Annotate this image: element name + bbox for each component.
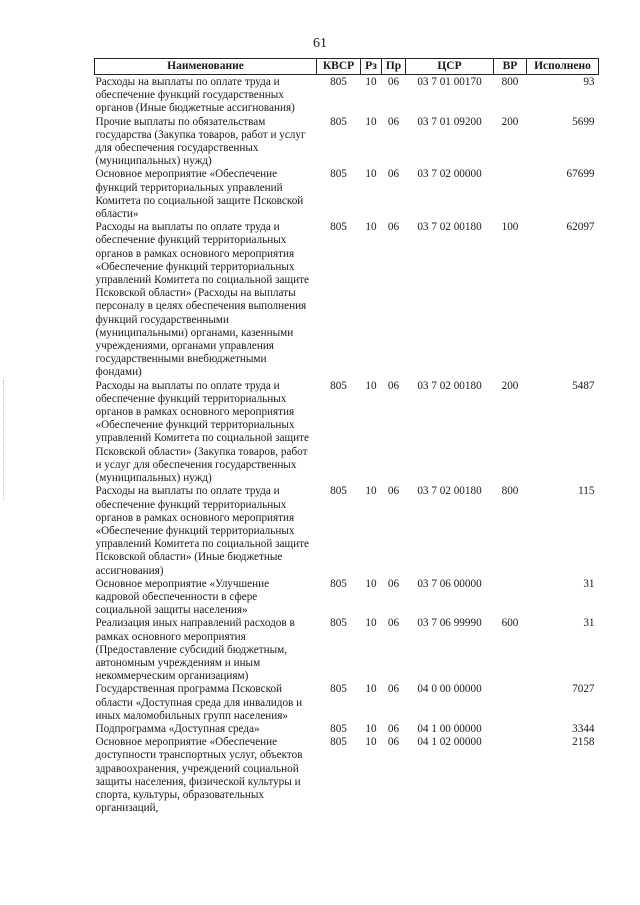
row-kvsr: 805 <box>330 115 347 128</box>
table-row <box>95 380 599 486</box>
row-name: Основное мероприятие «Обеспечение функций территориальных управлений Комитета по социальной защите Псковской области» <box>95 168 304 221</box>
row-rz: 10 <box>365 617 377 630</box>
row-name: Реализация иных направлений расходов в рамках основного мероприятия (Предоставление субсидий бюджетным, автономным учреждениям и иным некоммерческим организациям) <box>95 617 295 683</box>
header-pr: Пр <box>382 59 406 75</box>
row-csr: 03 7 02 00000 <box>417 168 482 181</box>
row-csr: 04 1 00 00000 <box>417 722 482 735</box>
row-pr: 06 <box>387 577 400 590</box>
row-kvsr: 805 <box>330 683 347 696</box>
row-pr: 06 <box>387 485 400 498</box>
row-rz: 10 <box>365 115 377 128</box>
row-executed: 2158 <box>572 736 595 749</box>
table-row <box>95 723 599 736</box>
row-rz: 10 <box>365 379 377 392</box>
row-vr <box>494 168 527 221</box>
row-kvsr: 805 <box>330 736 347 749</box>
row-csr: 03 7 06 00000 <box>417 577 482 590</box>
row-csr: 03 7 01 09200 <box>417 115 482 128</box>
table-header <box>95 59 599 75</box>
header-name: Наименование <box>95 59 317 75</box>
table-row <box>95 485 599 577</box>
scan-edge-mark <box>3 380 5 500</box>
header-kvsr: КВСР <box>317 59 361 75</box>
row-executed: 5699 <box>572 115 595 128</box>
row-name: Расходы на выплаты по оплате труда и обеспечение функций территориальных органов в рамках основного мероприятия «Обеспечение функций территориальных управлений Комитета по социальной защите Псковской области» (Иные бюджетные ассигнования) <box>95 485 309 577</box>
row-rz: 10 <box>365 76 377 88</box>
row-csr: 03 7 02 00180 <box>417 485 482 498</box>
table-row <box>95 116 599 169</box>
row-name: Прочие выплаты по обязательствам государства (Закупка товаров, работ и услуг для обеспечения государственных (муниципальных) нужд) <box>95 115 306 168</box>
row-executed: 7027 <box>572 683 595 696</box>
table-row <box>95 617 599 683</box>
row-name: Государственная программа Псковской области «Доступная среда для инвалидов и иных маломобильных групп населения» <box>95 683 303 722</box>
row-name: Основное мероприятие «Обеспечение доступности транспортных услуг, объектов здравоохранения, учреждений социальной защиты населения, физической культуры и спорта, культуры, образовательных организаций, <box>95 736 303 815</box>
row-pr: 06 <box>387 617 400 630</box>
row-executed: 31 <box>583 617 595 630</box>
row-pr: 06 <box>387 76 400 88</box>
row-pr: 06 <box>387 683 400 696</box>
row-executed: 62097 <box>566 221 595 234</box>
row-vr: 800 <box>501 485 519 498</box>
row-csr: 03 7 01 00170 <box>417 76 482 88</box>
row-kvsr: 805 <box>330 221 347 234</box>
row-vr <box>494 723 527 736</box>
row-name: Подпрограмма «Доступная среда» <box>95 722 260 735</box>
header-vr: ВР <box>494 59 527 75</box>
row-kvsr: 805 <box>330 168 347 181</box>
row-pr: 06 <box>387 736 400 749</box>
row-csr: 04 0 00 00000 <box>417 683 482 696</box>
table-row <box>95 736 599 815</box>
row-vr: 600 <box>501 617 519 630</box>
table-row <box>95 75 599 116</box>
row-rz: 10 <box>365 722 377 735</box>
row-name: Расходы на выплаты по оплате труда и обеспечение функций территориальных органов в рамках основного мероприятия «Обеспечение функций территориальных управлений Комитета по социальной защите Псковской области» (Расходы на выплаты персоналу в целях обеспечения выполнения функций государственными (муниципальными) органами, казенными учреждениями, органами управления государственными внебюджетными фондами) <box>95 221 309 379</box>
row-name: Основное мероприятие «Улучшение кадровой обеспеченности в сфере социальной защиты населения» <box>95 577 270 617</box>
row-kvsr: 805 <box>330 617 347 630</box>
row-vr <box>494 683 527 723</box>
row-executed: 5487 <box>572 379 595 392</box>
row-executed: 115 <box>578 485 595 498</box>
header-rz: Рз <box>361 59 382 75</box>
header-csr: ЦСР <box>406 59 494 75</box>
row-kvsr: 805 <box>330 485 347 498</box>
table-row <box>95 683 599 723</box>
table-row <box>95 221 599 379</box>
row-rz: 10 <box>365 736 377 749</box>
row-pr: 06 <box>387 379 400 392</box>
row-kvsr: 805 <box>330 76 347 88</box>
row-rz: 10 <box>365 168 377 181</box>
row-vr <box>494 578 527 618</box>
row-rz: 10 <box>365 577 377 590</box>
table-body <box>95 75 599 816</box>
row-kvsr: 805 <box>330 722 347 735</box>
header-executed: Исполнено <box>527 59 599 75</box>
row-pr: 06 <box>387 221 400 234</box>
page-number: 61 <box>313 36 327 51</box>
row-executed: 93 <box>583 76 595 88</box>
row-vr: 100 <box>501 221 519 234</box>
row-csr: 03 7 02 00180 <box>417 221 482 234</box>
row-rz: 10 <box>365 485 377 498</box>
row-pr: 06 <box>387 115 400 128</box>
row-kvsr: 805 <box>330 577 347 590</box>
row-pr: 06 <box>387 722 400 735</box>
table-row <box>95 168 599 221</box>
row-executed: 67699 <box>566 168 595 181</box>
row-vr <box>494 736 527 815</box>
row-name: Расходы на выплаты по оплате труда и обеспечение функций государственных органов (Иные бюджетные ассигнования) <box>95 76 295 115</box>
budget-table <box>94 58 599 815</box>
row-vr: 200 <box>501 379 519 392</box>
row-executed: 3344 <box>572 722 595 735</box>
row-vr: 800 <box>501 76 519 88</box>
row-csr: 04 1 02 00000 <box>417 736 482 749</box>
row-pr: 06 <box>387 168 400 181</box>
row-kvsr: 805 <box>330 379 347 392</box>
row-rz: 10 <box>365 683 377 696</box>
row-rz: 10 <box>365 221 377 234</box>
row-name: Расходы на выплаты по оплате труда и обеспечение функций территориальных органов в рамках основного мероприятия «Обеспечение функций территориальных управлений Комитета по социальной защите Псковской области» (Закупка товаров, работ и услуг для обеспечения государственных (муниципальных) нужд) <box>95 379 309 485</box>
row-executed: 31 <box>583 577 595 590</box>
header-row <box>95 59 599 75</box>
row-csr: 03 7 06 99990 <box>417 617 482 630</box>
row-csr: 03 7 02 00180 <box>417 379 482 392</box>
table-row <box>95 578 599 618</box>
row-vr: 200 <box>501 115 519 128</box>
